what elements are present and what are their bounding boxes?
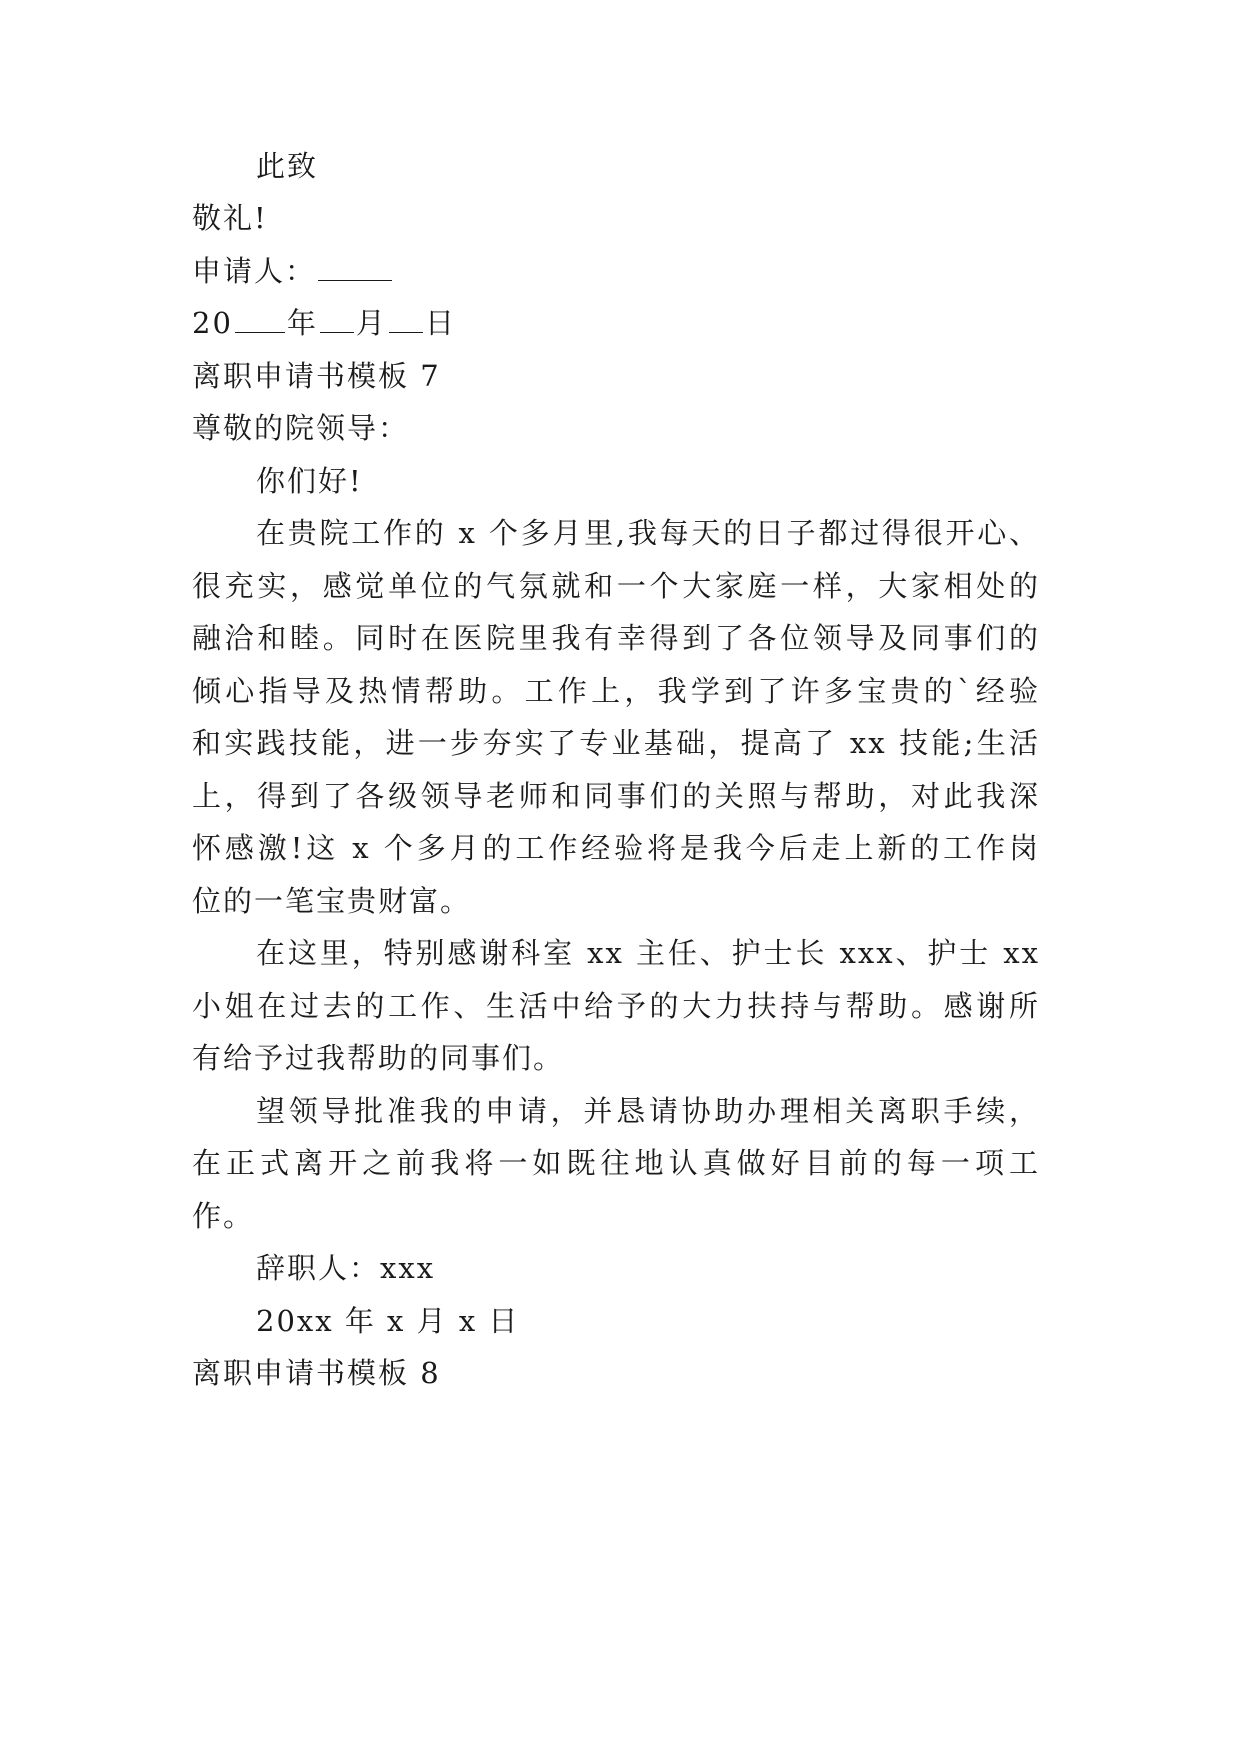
date-line-blank xyxy=(192,303,456,343)
paragraph-line: 倾心指导及热情帮助。工作上，我学到了许多宝贵的`经验 xyxy=(192,674,1040,708)
paragraph-line: 有给予过我帮助的同事们。 xyxy=(192,1041,565,1075)
date-month-label: 月 xyxy=(355,306,387,340)
paragraph-line: 和实践技能，进一步夯实了专业基础，提高了 xx 技能;生活 xyxy=(192,726,1040,760)
signer-line: 辞职人：xxx xyxy=(256,1251,436,1285)
date-day-label: 日 xyxy=(424,306,456,340)
paragraph-line: 在贵院工作的 x 个多月里,我每天的日子都过得很开心、 xyxy=(256,516,1040,550)
paragraph-line: 怀感激!这 x 个多月的工作经验将是我今后走上新的工作岗 xyxy=(192,831,1040,865)
signature-date-line: 20xx 年 x 月 x 日 xyxy=(256,1304,520,1338)
date-prefix: 20 xyxy=(192,306,233,340)
paragraph-line: 很充实，感觉单位的气氛就和一个大家庭一样，大家相处的 xyxy=(192,569,1040,603)
template8-heading: 离职申请书模板 8 xyxy=(192,1356,441,1390)
paragraph-line: 在这里，特别感谢科室 xx 主任、护士长 xxx、护士 xx xyxy=(256,936,1040,970)
greeting-line: 你们好! xyxy=(256,464,363,498)
applicant-blank xyxy=(318,252,392,281)
salute-line: 敬礼! xyxy=(192,201,268,235)
applicant-label: 申请人： xyxy=(192,254,317,288)
day-blank xyxy=(389,304,423,333)
applicant-line xyxy=(192,251,394,291)
closing-line: 此致 xyxy=(256,149,319,183)
paragraph-line: 望领导批准我的申请，并恳请协助办理相关离职手续， xyxy=(256,1094,1040,1128)
month-blank xyxy=(320,304,354,333)
template7-heading: 离职申请书模板 7 xyxy=(192,359,441,393)
paragraph-line: 上，得到了各级领导老师和同事们的关照与帮助，对此我深 xyxy=(192,779,1040,813)
paragraph-line: 融洽和睦。同时在医院里我有幸得到了各位领导及同事们的 xyxy=(192,621,1040,655)
paragraph-line: 作。 xyxy=(192,1199,255,1233)
year-blank xyxy=(235,304,285,333)
addressee-line: 尊敬的院领导： xyxy=(192,411,410,445)
paragraph-line: 在正式离开之前我将一如既往地认真做好目前的每一项工 xyxy=(192,1146,1040,1180)
paragraph-line: 小姐在过去的工作、生活中给予的大力扶持与帮助。感谢所 xyxy=(192,989,1040,1023)
date-year-label: 年 xyxy=(286,306,318,340)
paragraph-line: 位的一笔宝贵财富。 xyxy=(192,884,472,918)
